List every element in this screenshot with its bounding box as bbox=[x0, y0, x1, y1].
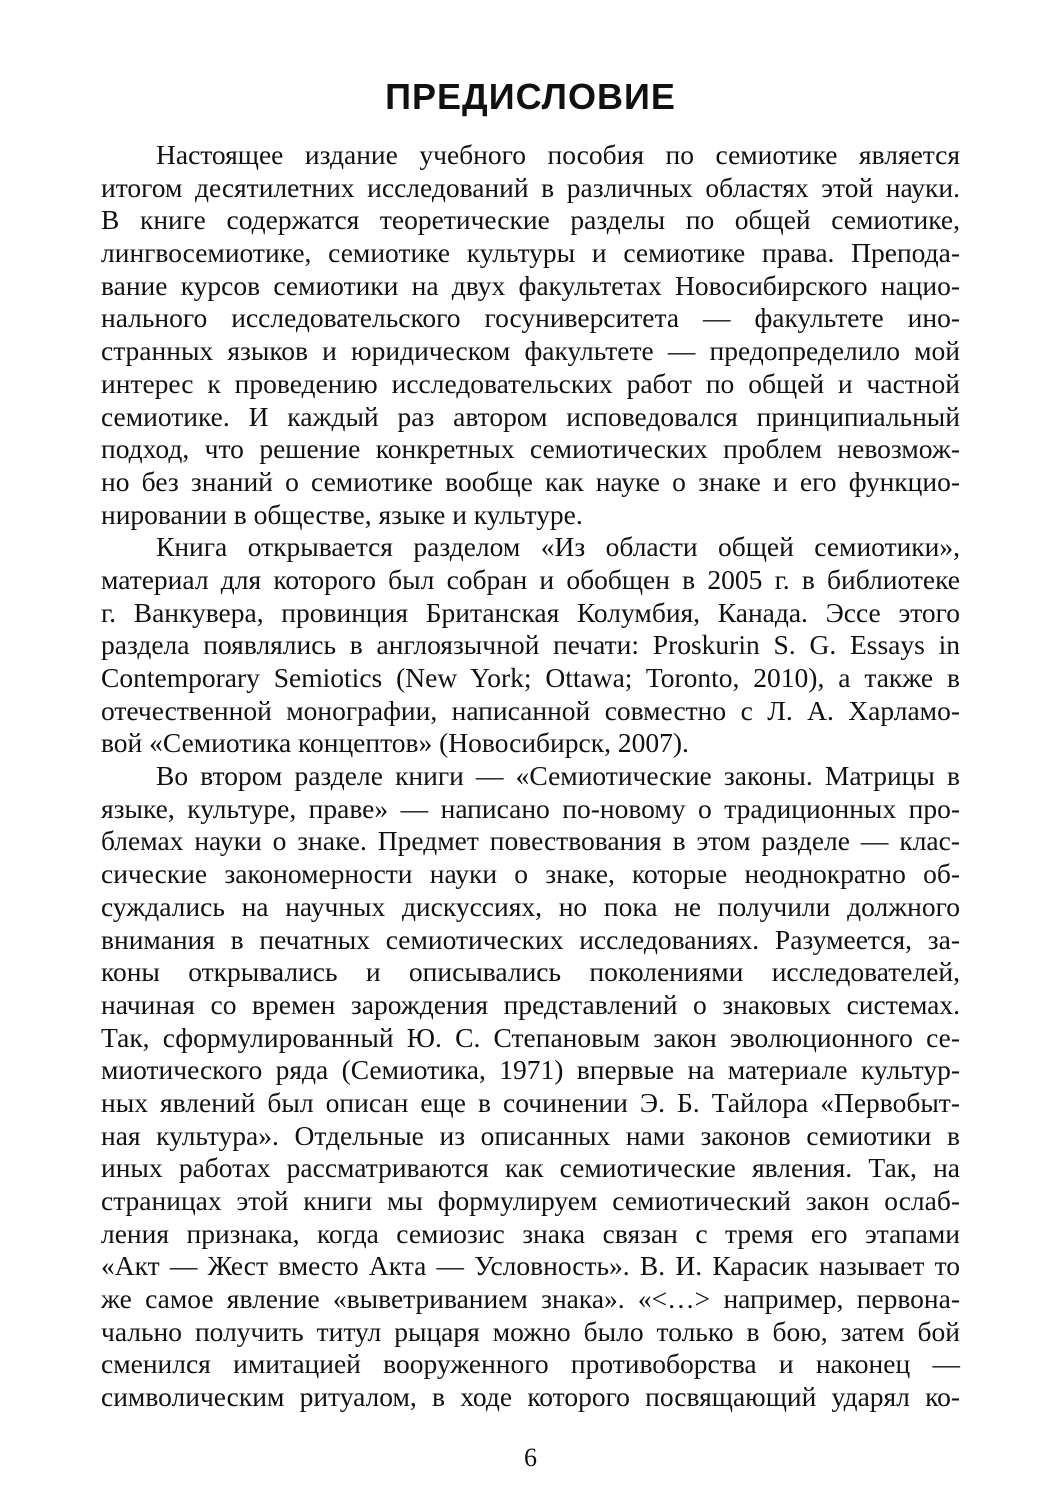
text-line: сические закономерности науки о знаке, которые неоднократно об- bbox=[101, 858, 960, 890]
text-line: блемах науки о знаке. Предмет повествования в этом разделе — клас- bbox=[101, 825, 960, 857]
paragraph bbox=[101, 760, 960, 1414]
text-line: миотического ряда (Семиотика, 1971) впервые на материале культур- bbox=[101, 1054, 960, 1086]
text-line: внимания в печатных семиотических исследованиях. Разумеется, за- bbox=[101, 923, 960, 955]
text-line: раздела появлялись в англоязычной печати: Proskurin S. G. Essays in bbox=[101, 629, 960, 661]
text-line: ная культура». Отдельные из описанных нами законов семиотики в bbox=[101, 1119, 960, 1151]
text-line: страницах этой книги мы формулируем семиотический закон ослаб- bbox=[101, 1185, 960, 1216]
text-line: нального исследовательского госуниверситета — факультете ино- bbox=[101, 302, 960, 334]
page-title: ПРЕДИСЛОВИЕ bbox=[385, 76, 676, 117]
text-line: суждались на научных дискуссиях, но пока не получили должного bbox=[101, 890, 960, 922]
text-line: семиотике. И каждый раз автором исповедовался принципиальный bbox=[101, 400, 960, 432]
text-line: коны открывались и описывались поколениями исследователей, bbox=[101, 956, 960, 988]
text-line: вой «Семиотика концептов» (Новосибирск, 2007). bbox=[101, 727, 689, 759]
text-line: но без знаний о семиотике вообще как науке о знаке и его функцио- bbox=[101, 465, 960, 497]
text-line: Настоящее издание учебного пособия по семиотике является bbox=[156, 139, 960, 170]
text-line: ления признака, когда семиозис знака связан с тремя его этапами bbox=[101, 1217, 960, 1249]
text-line: г. Ванкувера, провинция Британская Колумбия, Канада. Эссе этого bbox=[101, 596, 960, 628]
text-line: Contemporary Semiotics (New York; Ottawa; Toronto, 2010), а также в bbox=[101, 662, 960, 693]
text-line: интерес к проведению исследовательских работ по общей и частной bbox=[101, 367, 960, 399]
text-line: материал для которого был собран и обобщен в 2005 г. в библиотеке bbox=[101, 563, 960, 595]
text-line: отечественной монографии, написанной совместно с Л. А. Харламо- bbox=[101, 694, 960, 726]
page-number: 6 bbox=[524, 1443, 537, 1472]
text-line: языке, культуре, праве» — написано по-новому о традиционных про- bbox=[101, 792, 960, 824]
text-line: странных языков и юридическом факультете — предопределило мой bbox=[101, 335, 960, 367]
text-line: «Акт — Жест вместо Акта — Условность». В. И. Карасик называет то bbox=[101, 1250, 960, 1282]
text-line: подход, что решение конкретных семиотических проблем невозмож- bbox=[101, 433, 960, 465]
text-line: Книга открывается разделом «Из области общей семиотики», bbox=[156, 531, 960, 563]
text-line: ных явлений был описан еще в сочинении Э. Б. Тайлора «Первобыт- bbox=[101, 1086, 960, 1118]
text-line: чально получить титул рыцаря можно было только в бою, затем бой bbox=[101, 1315, 960, 1347]
text-line: Так, сформулированный Ю. С. Степановым закон эволюционного се- bbox=[101, 1021, 960, 1053]
text-line: Во втором разделе книги — «Семиотические законы. Матрицы в bbox=[156, 760, 960, 792]
text-line: начиная со времен зарождения представлений о знаковых системах. bbox=[101, 988, 960, 1020]
text-line: нировании в обществе, языке и культуре. bbox=[101, 498, 583, 530]
paragraph bbox=[101, 531, 960, 760]
text-line: лингвосемиотике, семиотике культуры и семиотике права. Препода- bbox=[101, 237, 960, 269]
text-line: итогом десятилетних исследований в различных областях этой науки. bbox=[101, 171, 960, 203]
text-line: же самое явление «выветриванием знака». «<…> например, первона- bbox=[101, 1283, 960, 1315]
text-line: В книге содержатся теоретические разделы по общей семиотике, bbox=[101, 204, 960, 236]
body-text bbox=[101, 139, 960, 1414]
paragraph bbox=[101, 139, 960, 531]
text-line: символическим ритуалом, в ходе которого посвящающий ударял ко- bbox=[101, 1381, 960, 1413]
text-line: иных работах рассматриваются как семиотические явления. Так, на bbox=[101, 1152, 960, 1184]
text-line: вание курсов семиотики на двух факультетах Новосибирского нацио- bbox=[101, 269, 960, 301]
text-line: сменился имитацией вооруженного противоборства и наконец — bbox=[101, 1348, 960, 1380]
